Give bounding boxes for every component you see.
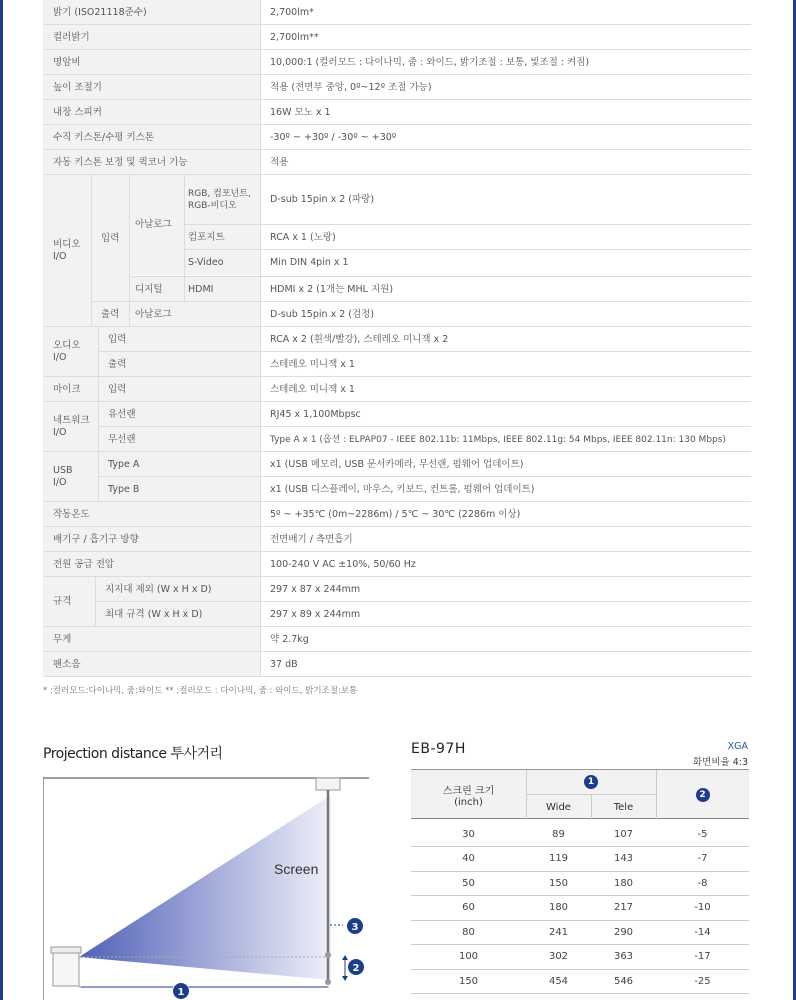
column-divider	[95, 577, 96, 627]
aspect-ratio-label: 화면비율 4:3	[692, 757, 748, 768]
projector-icon	[53, 950, 79, 986]
video-io-group: 비디오 I/O	[43, 175, 91, 327]
row-divider	[98, 351, 751, 352]
wide-header: Wide	[526, 795, 591, 819]
distance-column-divider	[591, 795, 592, 819]
resolution-label: XGA	[727, 741, 748, 752]
row-divider	[184, 224, 751, 225]
distance-cell: 217	[613, 902, 634, 913]
distance-cell: 546	[613, 975, 634, 987]
video-input-label: 입력	[91, 175, 129, 302]
distance-cell: 50	[462, 877, 475, 889]
screen-label: Screen	[274, 861, 319, 877]
distance-cell: 302	[548, 951, 569, 962]
spec-label: 수직 키스톤/수평 키스톤	[43, 125, 260, 150]
video-digital-label: 디지털	[129, 277, 184, 302]
distance-cell: 89	[552, 828, 565, 840]
projection-beam	[79, 795, 331, 980]
composite-label: 컴포지트	[184, 225, 260, 250]
mic-in-value: 스테레오 미니잭 x 1	[270, 383, 355, 395]
column-divider	[98, 452, 99, 502]
left-frame-border	[0, 0, 3, 1000]
column-divider	[98, 377, 99, 402]
column-divider	[91, 175, 92, 327]
svideo-label: S-Video	[184, 250, 260, 275]
screen-size-header: 스크린 크기 (inch)	[411, 770, 526, 819]
distance-cell: 40	[462, 853, 475, 864]
row-divider	[98, 426, 751, 427]
projection-diagram	[43, 775, 383, 1000]
network-group: 네트워크 I/O	[43, 402, 98, 452]
marker-3-badge	[347, 918, 363, 934]
audio-io-group: 오디오 I/O	[43, 327, 98, 377]
distance-column-divider	[656, 770, 657, 819]
distance-cell: 119	[548, 853, 569, 864]
usb-a-label: Type A	[98, 452, 260, 477]
usb-b-value: x1 (USB 디스플레이, 마우스, 키보드, 컨트롤, 펌웨어 업데이트)	[270, 483, 535, 495]
marker-1-badge	[173, 983, 189, 999]
screen-housing	[316, 778, 340, 790]
vent-label: 배기구 / 흡기구 방향	[43, 527, 260, 552]
size-group: 규격	[43, 577, 95, 627]
distance-cell: 60	[462, 902, 475, 913]
hdmi-value: HDMI x 2 (1개는 MHL 지원)	[270, 283, 394, 295]
distance-cell: 80	[462, 926, 475, 938]
distance-cell: 363	[613, 951, 634, 962]
projection-title: Projection distance 투사거리	[43, 746, 223, 762]
video-output-label: 출력	[91, 302, 129, 327]
spec-label: 높이 조절기	[43, 75, 260, 100]
spec-label: 명암비	[43, 50, 260, 75]
spec-value: 적용	[270, 156, 289, 168]
spec-value: 16W 모노 x 1	[270, 106, 331, 118]
distance-row-divider	[411, 818, 749, 819]
column-divider	[98, 327, 99, 377]
row-divider	[91, 301, 751, 302]
svg-text:2: 2	[352, 963, 360, 974]
distance-cell: -14	[694, 926, 711, 938]
network-wired-label: 유선랜	[98, 402, 260, 427]
marker-2-badge	[348, 959, 364, 975]
distance-cell: 180	[613, 877, 634, 889]
column-divider	[184, 175, 185, 302]
row-divider	[184, 249, 751, 250]
spec-value: 적용 (전면부 중앙, 0º~12º 조절 가능)	[270, 81, 432, 93]
distance-cell: 241	[548, 926, 569, 938]
distance-cell: 150	[458, 975, 479, 987]
mic-in-label: 입력	[98, 377, 260, 402]
distance-cell: -8	[697, 877, 708, 889]
svg-text:3: 3	[351, 922, 359, 933]
audio-out-value: 스테레오 미니잭 x 1	[270, 358, 355, 370]
vent-value: 전면배기 / 측면흡기	[270, 533, 353, 545]
row-divider	[43, 676, 751, 677]
spec-label: 자동 키스톤 보정 및 퀵코너 기능	[43, 150, 260, 175]
mic-group: 마이크	[43, 377, 98, 402]
temp-label: 작동온도	[43, 502, 260, 527]
video-analog-label: 아날로그	[129, 175, 184, 275]
column-divider	[98, 402, 99, 452]
rgb-label: RGB, 컴포넌트, RGB-비디오	[184, 175, 260, 225]
distance-cell: -25	[694, 975, 711, 987]
distance-cell: 100	[458, 951, 479, 962]
usb-a-value: x1 (USB 메모리, USB 문서카메라, 무선랜, 펌웨어 업데이트)	[270, 458, 524, 470]
spec-value: -30º ~ +30º / -30º ~ +30º	[270, 131, 397, 143]
size-a-value: 297 x 87 x 244mm	[270, 583, 361, 595]
row-divider	[95, 601, 751, 602]
fan-label: 팬소음	[43, 652, 260, 677]
distance-cell: 150	[548, 877, 569, 889]
spec-label: 컬러밝기	[43, 25, 260, 50]
size-b-label: 최대 규격 (W x H x D)	[95, 602, 260, 627]
video-output-analog-label: 아날로그	[129, 302, 260, 327]
svg-text:1: 1	[177, 987, 185, 998]
row-divider	[129, 276, 751, 277]
network-wireless-value: Type A x 1 (옵션 : ELPAP07 - IEEE 802.11b: 11Mbps, IEEE 802.11g: 54 Mbps, IEEE 802.11n: 130 Mbps)	[270, 434, 726, 445]
distance-header-2: 2	[656, 770, 749, 819]
column-divider	[129, 175, 130, 327]
temp-value: 5º ~ +35℃ (0m~2286m) / 5℃ ~ 30℃ (2286m 이상)	[270, 508, 521, 520]
distance-cell: 180	[548, 902, 569, 913]
audio-in-label: 입력	[98, 327, 260, 352]
hdmi-label: HDMI	[184, 277, 260, 302]
network-wired-value: RJ45 x 1,100Mbpsc	[270, 408, 361, 420]
usb-group: USB I/O	[43, 452, 98, 502]
spec-value: 2,700lm**	[270, 31, 319, 43]
size-a-label: 지지대 제외 (W x H x D)	[95, 577, 260, 602]
network-wireless-label: 무선랜	[98, 427, 260, 452]
distance-cell: 143	[613, 853, 634, 864]
row-divider	[98, 476, 751, 477]
fan-value: 37 dB	[270, 658, 298, 670]
power-label: 전원 공급 전압	[43, 552, 260, 577]
distance-column-divider	[526, 770, 527, 819]
column-divider	[260, 0, 261, 677]
size-b-value: 297 x 89 x 244mm	[270, 608, 361, 620]
footnote: * :컬러모드:다이나믹, 줌:와이드 ** :컬러모드 : 다이나믹, 줌 : 와이드, 밝기조절:보통	[43, 686, 358, 696]
power-value: 100-240 V AC ±10%, 50/60 Hz	[270, 558, 416, 570]
distance-cell: 30	[462, 828, 475, 840]
rgb-value: D-sub 15pin x 2 (파랑)	[270, 194, 375, 205]
composite-value: RCA x 1 (노랑)	[270, 231, 336, 243]
distance-cell: -17	[694, 951, 711, 962]
distance-row-divider	[411, 993, 749, 994]
distance-cell: 107	[613, 828, 634, 840]
distance-cell: 454	[548, 975, 569, 987]
spec-table	[43, 0, 751, 678]
video-output-value: D-sub 15pin x 2 (검정)	[270, 308, 375, 320]
model-name: EB-97H	[411, 741, 466, 757]
weight-value: 약 2.7kg	[270, 633, 309, 645]
audio-out-label: 출력	[98, 352, 260, 377]
distance-cell: 290	[613, 926, 634, 938]
weight-label: 무게	[43, 627, 260, 652]
spec-label: 내장 스피커	[43, 100, 260, 125]
distance-cell: -5	[697, 828, 708, 840]
distance-cell: -7	[697, 853, 708, 864]
svideo-value: Min DIN 4pin x 1	[270, 256, 349, 268]
spec-value: 2,700lm*	[270, 6, 314, 18]
spec-value: 10,000:1 (컬러모드 : 다이나믹, 줌 : 와이드, 밝기조절 : 보통, 빛조절 : 켜짐)	[270, 56, 590, 68]
distance-cell: -10	[694, 902, 711, 913]
tele-header: Tele	[591, 795, 656, 819]
audio-in-value: RCA x 2 (흰색/빨강), 스테레오 미니잭 x 2	[270, 333, 449, 345]
spec-label: 밝기 (ISO21118준수)	[43, 0, 260, 25]
usb-b-label: Type B	[98, 477, 260, 502]
distance-header-1: 1	[526, 770, 656, 794]
